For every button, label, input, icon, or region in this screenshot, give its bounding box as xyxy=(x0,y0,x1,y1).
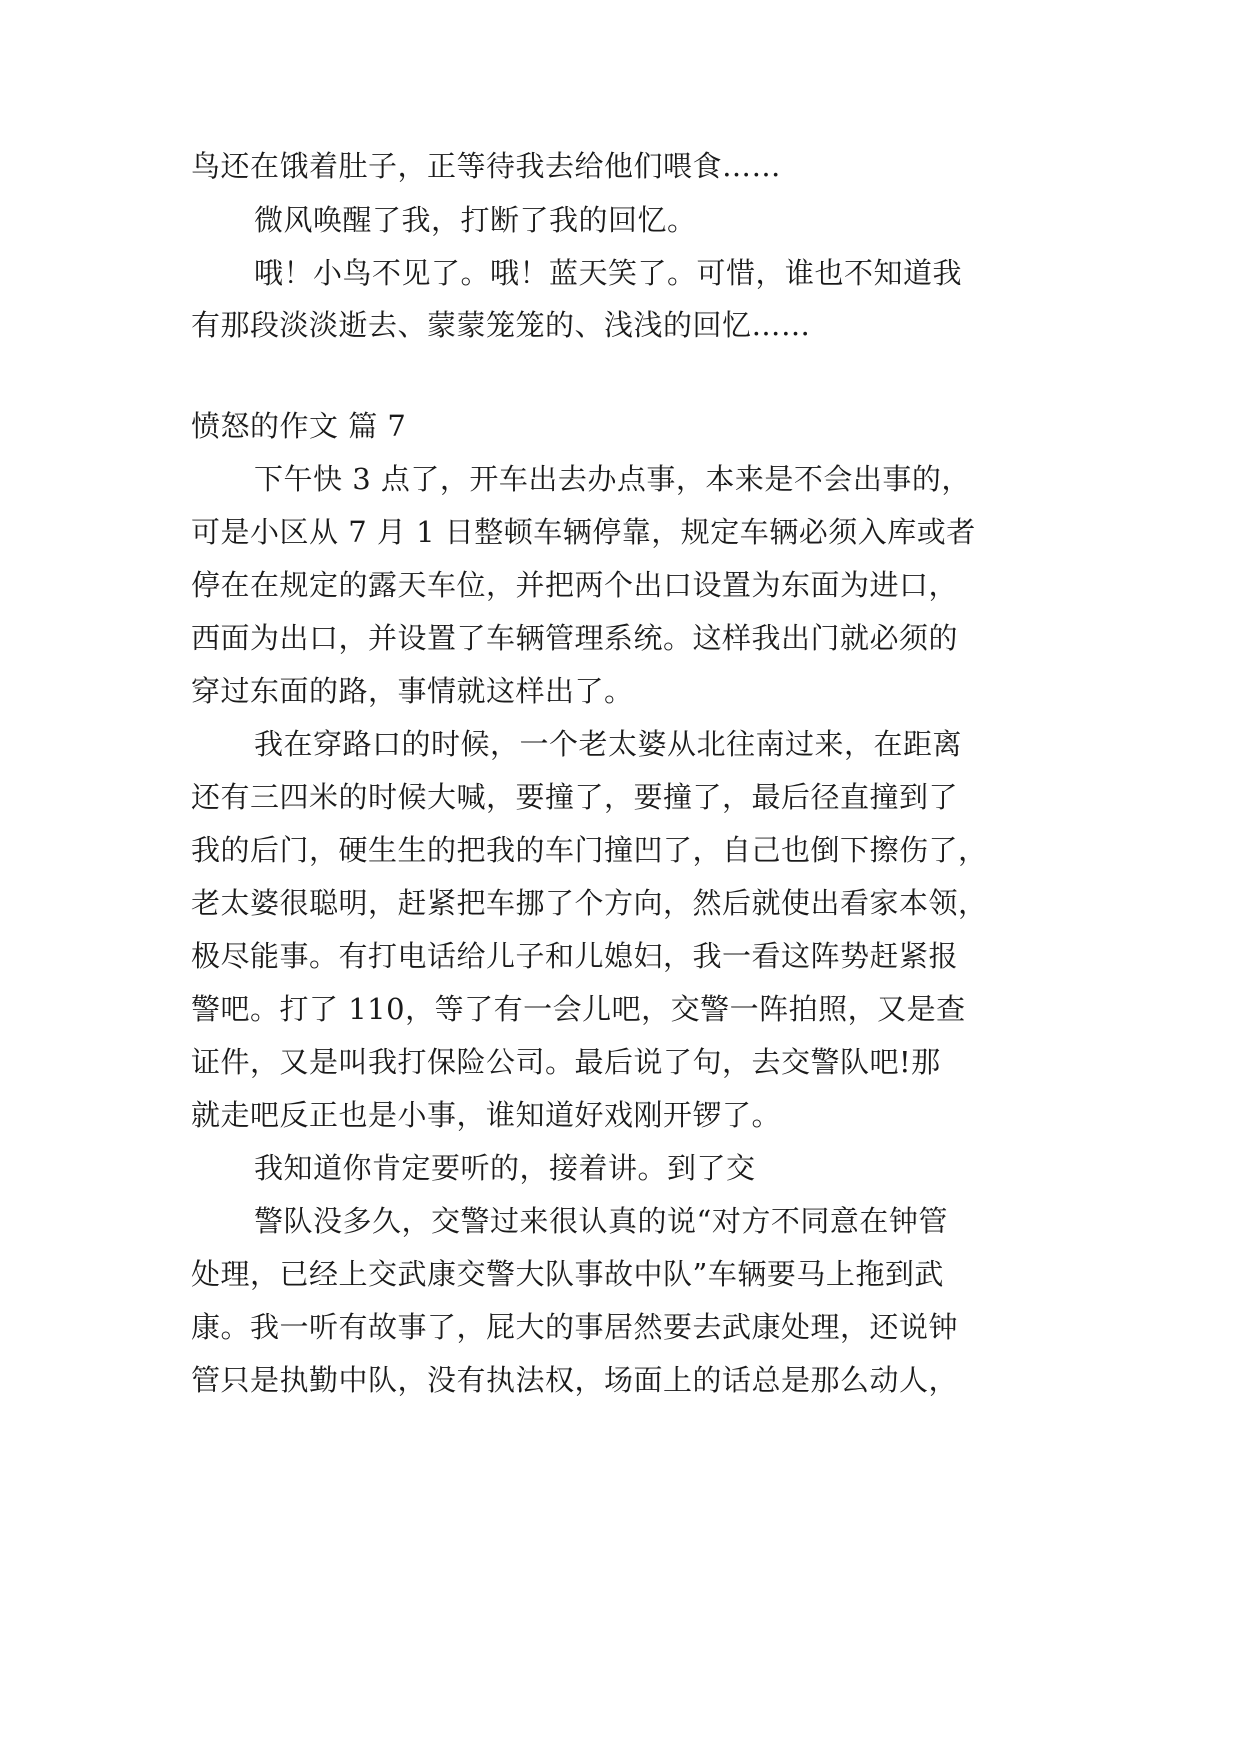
text-line: 还有三四米的时候大喊，要撞了，要撞了，最后径直撞到了 xyxy=(191,780,959,814)
text-line: 停在在规定的露天车位，并把两个出口设置为东面为进口， xyxy=(191,568,959,602)
text-line: 康。我一听有故事了，屁大的事居然要去武康处理，还说钟 xyxy=(191,1310,959,1344)
text-line: 鸟还在饿着肚子，正等待我去给他们喂食…… xyxy=(191,149,782,183)
text-line: 警队没多久，交警过来很认真的说“对方不同意在钟管 xyxy=(254,1204,948,1238)
text-line: 警吧。打了 110，等了有一会儿吧，交警一阵拍照，又是查 xyxy=(191,992,966,1026)
text-line: 老太婆很聪明，赶紧把车挪了个方向，然后就使出看家本领， xyxy=(191,886,988,920)
section-heading: 愤怒的作文 篇 7 xyxy=(191,409,407,443)
text-line: 管只是执勤中队，没有执法权，场面上的话总是那么动人， xyxy=(191,1363,959,1397)
text-line: 可是小区从 7 月 1 日整顿车辆停靠，规定车辆必须入库或者 xyxy=(191,515,976,549)
text-line: 就走吧反正也是小事，谁知道好戏刚开锣了。 xyxy=(191,1098,782,1132)
text-line: 有那段淡淡逝去、蒙蒙笼笼的、浅浅的回忆…… xyxy=(191,308,811,342)
text-line: 西面为出口，并设置了车辆管理系统。这样我出门就必须的 xyxy=(191,621,959,655)
text-line: 我的后门，硬生生的把我的车门撞凹了，自己也倒下擦伤了， xyxy=(191,833,988,867)
text-line: 我知道你肯定要听的，接着讲。到了交 xyxy=(254,1151,756,1185)
text-line: 证件，又是叫我打保险公司。最后说了句，去交警队吧!那 xyxy=(191,1045,941,1079)
text-line: 极尽能事。有打电话给儿子和儿媳妇，我一看这阵势赶紧报 xyxy=(191,939,959,973)
text-line: 微风唤醒了我，打断了我的回忆。 xyxy=(254,203,697,237)
text-line: 哦！小鸟不见了。哦！蓝天笑了。可惜，谁也不知道我 xyxy=(254,256,963,290)
text-line: 下午快 3 点了，开车出去办点事，本来是不会出事的， xyxy=(254,462,971,496)
text-line: 穿过东面的路，事情就这样出了。 xyxy=(191,674,634,708)
text-line: 我在穿路口的时候，一个老太婆从北往南过来，在距离 xyxy=(254,727,963,761)
text-line: 处理，已经上交武康交警大队事故中队”车辆要马上拖到武 xyxy=(191,1257,944,1291)
